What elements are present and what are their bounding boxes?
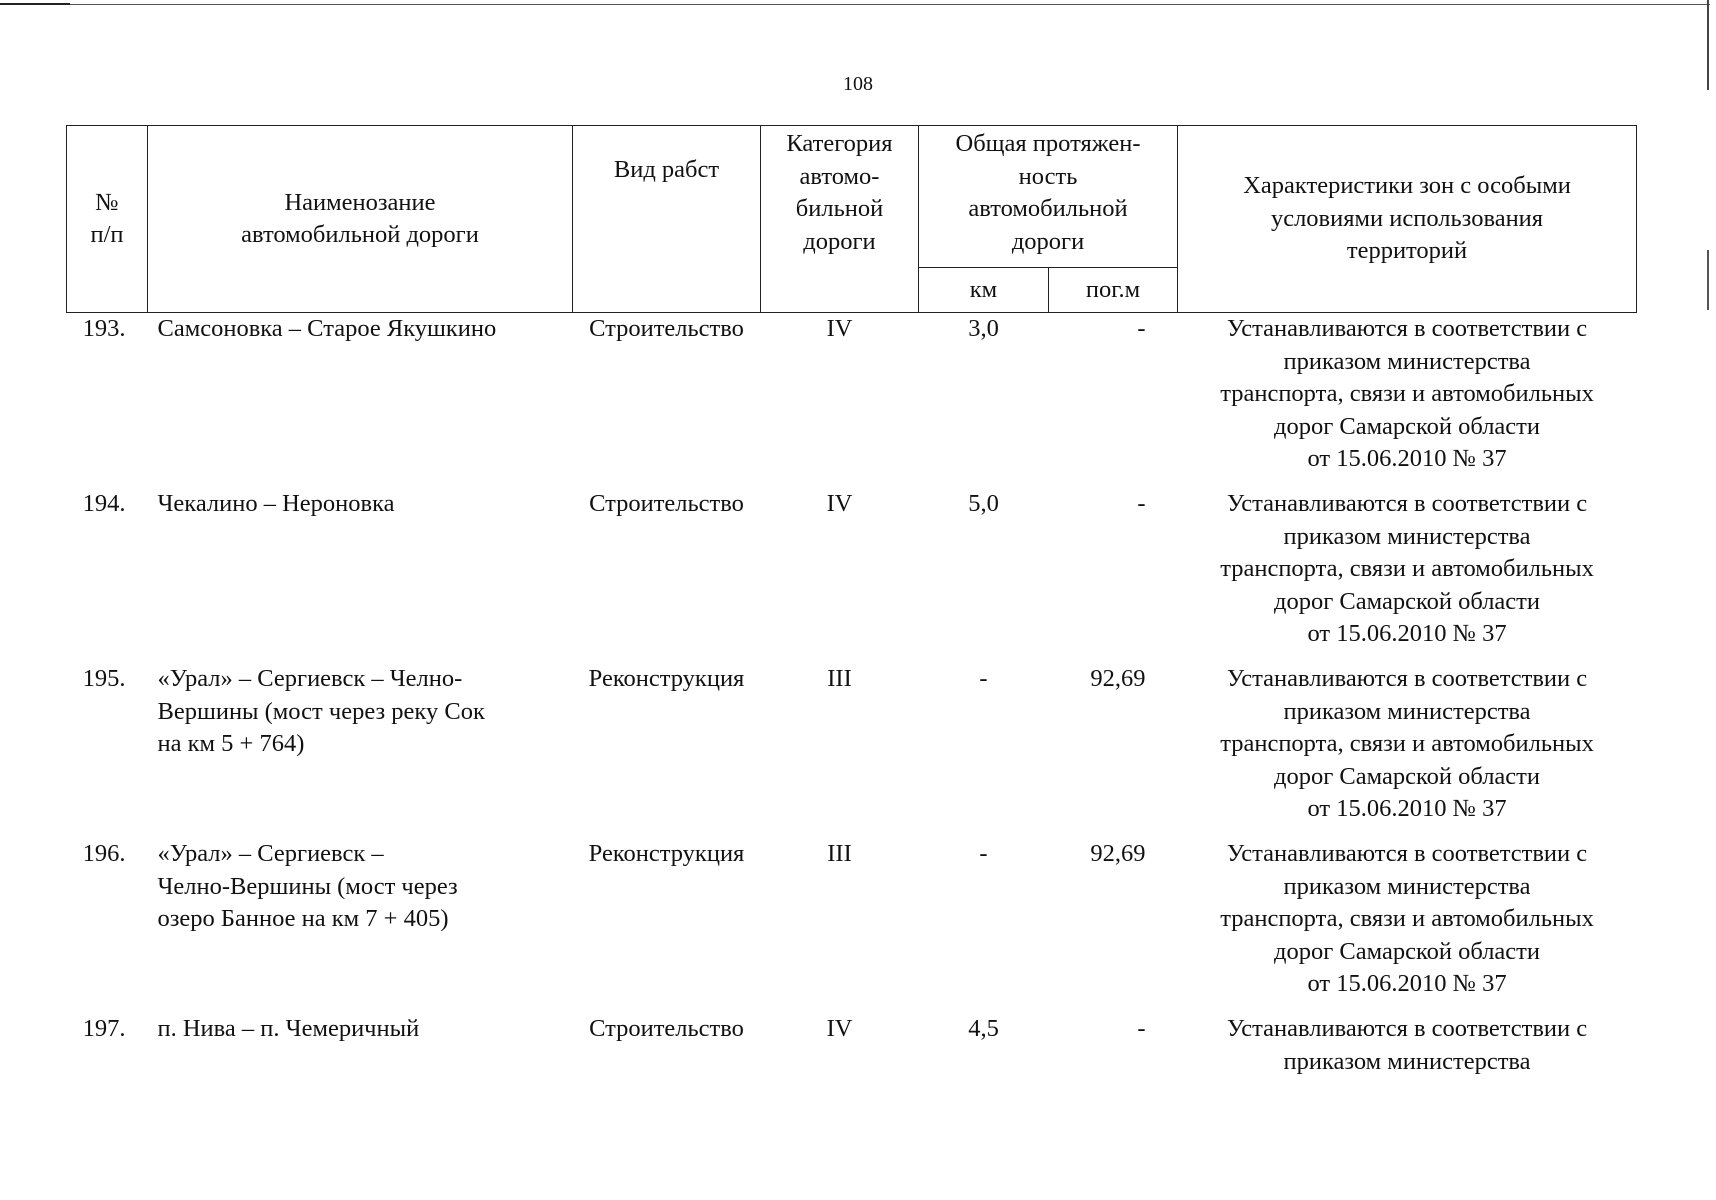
zones-line: приказом министерства	[1283, 697, 1531, 725]
header-category-line: дороги	[803, 227, 876, 255]
work-type: Строительство	[589, 315, 744, 342]
row-number: 194.	[82, 490, 126, 517]
road-name	[148, 663, 573, 838]
zones-line: от 15.06.2010 № 37	[1307, 620, 1507, 647]
road-category: IV	[826, 490, 853, 517]
roads-table	[66, 125, 1637, 1113]
header-road-name-line: Наименозание	[284, 188, 436, 216]
road-name-line: «Урал» – Сергиевск – Челно-	[157, 665, 463, 692]
zones-line: дорог Самарской области	[1274, 412, 1540, 440]
row-number: 196.	[82, 840, 126, 867]
zones-line: дорог Самарской области	[1274, 762, 1540, 790]
header-length-line: автомобильной	[968, 195, 1128, 222]
header-length-m: пог.м	[1049, 268, 1178, 313]
zones-text	[1178, 313, 1637, 489]
length-km: -	[979, 840, 988, 867]
header-road-name	[148, 126, 573, 313]
row-number: 193.	[82, 315, 126, 342]
road-name	[148, 1013, 573, 1113]
road-name-line: «Урал» – Сергиевск –	[157, 840, 384, 867]
zones-text	[1178, 838, 1637, 1013]
row-number: 197.	[82, 1015, 126, 1042]
road-category: III	[827, 840, 852, 867]
work-type: Строительство	[589, 1015, 744, 1042]
length-m: -	[1137, 1015, 1146, 1042]
header-work-type	[573, 126, 761, 313]
table-row	[67, 1013, 1637, 1113]
zones-line: транспорта, связи и автомобильных	[1220, 730, 1594, 757]
scan-right-edge-lower	[1707, 250, 1709, 310]
zones-line: дорог Самарской области	[1274, 937, 1540, 965]
header-zones-line: Характеристики зон с особыми	[1243, 172, 1571, 200]
table-row	[67, 313, 1637, 489]
zones-line: от 15.06.2010 № 37	[1307, 795, 1507, 822]
scan-top-rule-left	[0, 3, 70, 5]
road-name-line: Самсоновка – Старое Якушкино	[157, 315, 497, 342]
road-category: IV	[826, 1015, 853, 1042]
zones-text	[1178, 1013, 1637, 1113]
road-name-line: Челно-Вершины (мост через	[157, 872, 458, 900]
zones-line: Устанавливаются в соответствии с	[1226, 315, 1588, 342]
road-name	[148, 313, 573, 489]
zones-line: Устанавливаются в соответствии с	[1226, 490, 1588, 517]
road-name-line: п. Нива – п. Чемеричный	[157, 1015, 420, 1042]
zones-line: транспорта, связи и автомобильных	[1220, 555, 1594, 582]
zones-line: приказом министерства	[1283, 522, 1531, 550]
header-category-line: бильной	[795, 195, 884, 222]
header-zones-line: территорий	[1346, 237, 1468, 265]
zones-text	[1178, 488, 1637, 663]
zones-line: Устанавливаются в соответствии с	[1226, 840, 1588, 867]
row-number: 195.	[82, 665, 126, 692]
work-type: Реконструкция	[588, 665, 745, 692]
road-name-line: Чекалино – Нероновка	[157, 490, 395, 517]
header-num-line: №	[95, 188, 119, 216]
zones-line: транспорта, связи и автомобильных	[1220, 380, 1594, 407]
header-length-line: ность	[1018, 162, 1078, 190]
header-category-line: Категория	[786, 130, 893, 157]
zones-text	[1178, 663, 1637, 838]
zones-line: приказом министерства	[1283, 872, 1531, 900]
zones-line: транспорта, связи и автомобильных	[1220, 905, 1594, 932]
zones-line: Устанавливаются в соответствии с	[1226, 1015, 1588, 1042]
work-type: Строительство	[589, 490, 744, 517]
table-row	[67, 488, 1637, 663]
table-body	[67, 313, 1637, 1114]
header-length-line: Общая протяжен-	[955, 130, 1141, 157]
length-m: -	[1137, 315, 1146, 342]
zones-line: дорог Самарской области	[1274, 587, 1540, 615]
length-m: -	[1137, 490, 1146, 517]
length-m: 92,69	[1090, 665, 1146, 692]
table-row	[67, 838, 1637, 1013]
road-name-line: на км 5 + 764)	[157, 730, 305, 757]
header-category-line: автомо-	[799, 162, 880, 190]
road-name-line: Вершины (мост через реку Сок	[157, 697, 485, 725]
header-road-name-line: автомобильной дороги	[241, 221, 479, 248]
length-km: -	[979, 665, 988, 692]
length-km: 4,5	[968, 1015, 999, 1042]
header-zones	[1178, 126, 1637, 313]
length-m: 92,69	[1090, 840, 1146, 867]
table-header	[67, 126, 1637, 313]
length-km: 3,0	[968, 315, 999, 342]
zones-line: приказом министерства	[1283, 1047, 1531, 1075]
road-name	[148, 488, 573, 663]
road-name	[148, 838, 573, 1013]
header-length-km: км	[919, 268, 1049, 313]
header-length	[919, 126, 1178, 268]
work-type: Реконструкция	[588, 840, 745, 867]
zones-line: Устанавливаются в соответствии с	[1226, 665, 1588, 692]
header-length-line: дороги	[1011, 227, 1085, 255]
length-km: 5,0	[968, 490, 999, 517]
road-name-line: озеро Банное на км 7 + 405)	[157, 905, 449, 932]
zones-line: приказом министерства	[1283, 347, 1531, 375]
header-num-line: п/п	[90, 221, 124, 248]
header-zones-line: условиями использования	[1270, 204, 1544, 232]
header-num	[67, 126, 148, 313]
table-row	[67, 663, 1637, 838]
page-number: 108	[843, 73, 873, 95]
header-work-type-text: Вид рабст	[613, 156, 720, 183]
zones-line: от 15.06.2010 № 37	[1307, 445, 1507, 472]
zones-line: от 15.06.2010 № 37	[1307, 970, 1507, 997]
header-category	[761, 126, 919, 313]
scan-top-rule	[70, 4, 1710, 5]
road-category: IV	[826, 315, 853, 342]
road-category: III	[827, 665, 852, 692]
